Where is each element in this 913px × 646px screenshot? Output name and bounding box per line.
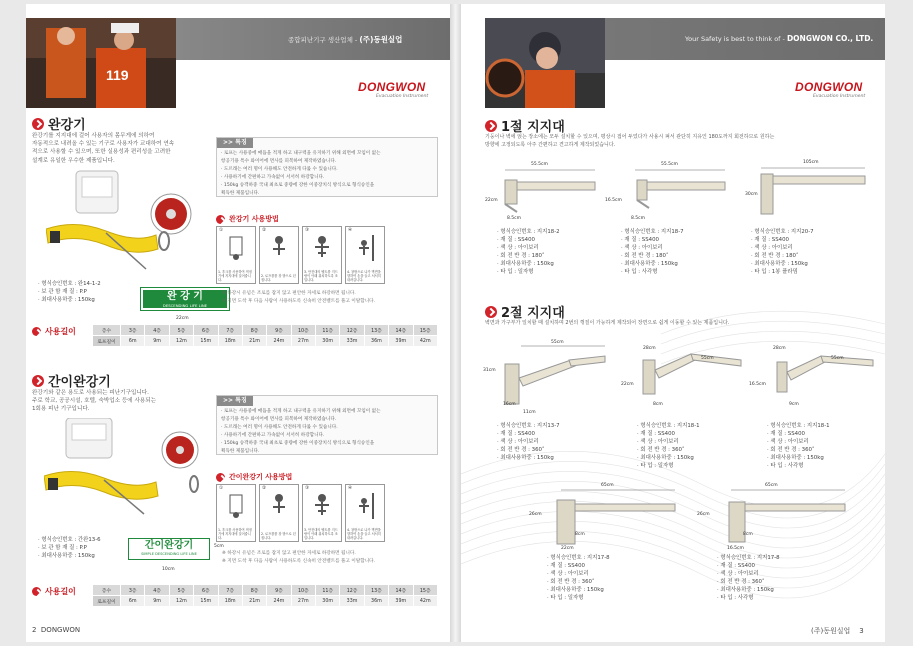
header-tagline-left: 종합피난기구 생산업체 - (주)동원실업 bbox=[288, 35, 403, 44]
step-2: ② 2. 로프를를 창 밖으로 던집니다. bbox=[259, 484, 299, 542]
logo-subtitle-right: Evacuation Instrument bbox=[813, 94, 866, 99]
dim-18-7-height: 16.5cm bbox=[605, 198, 622, 203]
step-3: ③ 3. 안전대의 벨트를 겨드랑이 아래 위치하도록 조입니다. bbox=[302, 226, 342, 284]
simple-notes: ※ 하강시 유념은 조로를 잡지 않고 편안한 자세로 하강하면 됩니다. ※ 지면 도착 후 다음 사람이 사용하도록 신속히 안전벨트를 풀고 이탈합니다. bbox=[222, 551, 376, 564]
section-bullet-icon bbox=[485, 120, 497, 132]
specs-18-7: · 형식승인번호 : 지지18-7 · 재 질 : SS400 · 색 상 : 아이보리 · 회 전 반 경 : 180˚ · 최대사용하중 : 150kg · 타 입 : 사각형 bbox=[621, 229, 684, 275]
simple-features-box: >> 특징 · 로프는 사용중에 매듭을 적게 하고 내구력을 유지하기 위해 외면에 꼬임이 없는 항공기용 특수 와이어에 면사를 피복하여 제작하였습니다. · 도르래는 여러 명이 사용해도 안전하게 다룰 수 있습니다. · 사용하기에 간편하고 가속없이 서서히 하강합니다. · 150kg 승객하중 국내 최초로 중량에 강한 이중장치식 방식으로 형식승인을 획득한 제품입니다. bbox=[216, 395, 438, 455]
dim-13-7-base2: 11cm bbox=[523, 410, 536, 415]
simple-howto-title: 간이완강기 사용방법 bbox=[216, 472, 292, 482]
dim-17-8b-width: 65cm bbox=[765, 483, 778, 488]
specs-17-8a: · 형식승인번호 : 지지17-8 · 재 질 : SS400 · 색 상 : 아이보리 · 회 전 반 경 : 360˚ · 최대사용하중 : 150kg · 타 입 : 일자형 bbox=[547, 555, 610, 601]
simple-descender-product-image bbox=[44, 418, 204, 518]
simple-descender-description: 완강기와 같은 용도로 사용되는 피난기구입니다. 주로 학교, 공공시설, 호텔, 숙박업소 등에 사용되는 1회용 피난 기구입니다. bbox=[32, 390, 157, 413]
dim-18-1a-base: 8cm bbox=[653, 402, 663, 407]
dim-18-2-base: 8.5cm bbox=[507, 216, 522, 221]
support-product-17-8a bbox=[541, 484, 681, 554]
dim-20-7-width: 105cm bbox=[803, 160, 819, 165]
simple-sign-main: 간이완강기 bbox=[144, 540, 194, 551]
length-bullet-icon bbox=[32, 587, 41, 596]
step-1: ① 1. 후크를 사용하여 적정기에 지지대에 걸어줍니다. bbox=[216, 484, 256, 542]
support1-description: 기둥이나 벽에 얹는 장소에는 모두 설치할 수 있으며, 평상시 접어 두었다가 사용시 펴서 관단히 지유인 180도까지 회전하므로 원하는 방향에 고정되도록 아주 간편하고 견고하게 제작되었습니다. bbox=[485, 134, 775, 148]
dim-17-8a-width: 65cm bbox=[601, 483, 614, 488]
descender-sign bbox=[141, 288, 229, 310]
specs-20-7: · 형식승인번호 : 지지20-7 · 재 질 : SS400 · 색 상 : 아이보리 · 회 전 반 경 : 180˚ · 최대사용하중 : 150kg · 타 입 : 1봉 플라밈 bbox=[751, 229, 814, 275]
specs-18-1b: · 형식승인번호 : 지지18-1 · 재 질 : SS400 · 색 상 : 아이보리 · 회 전 반 경 : 360˚ · 최대사용하중 : 150kg · 타 입 : 사각형 bbox=[767, 423, 830, 469]
dim-18-7-base: 8.5cm bbox=[631, 216, 646, 221]
dim-17-8a-base: 8cm bbox=[575, 532, 585, 537]
specs-18-1a: · 형식승인번호 : 지지18-1 · 재 질 : SS400 · 색 상 : 아이보리 · 회 전 반 경 : 360˚ · 최대사용하중 : 150kg · 타 입 : 일자형 bbox=[637, 423, 700, 469]
dim-18-1a-width: 55cm bbox=[701, 356, 714, 361]
support-product-18-2 bbox=[491, 164, 601, 224]
right-footer: (주)동원실업 3 bbox=[811, 627, 864, 635]
dim-13-7-height: 31cm bbox=[483, 368, 496, 373]
dim-18-1b-width: 55cm bbox=[831, 356, 844, 361]
sign-main-text: 완 강 기 bbox=[167, 291, 203, 302]
length-table-2: 층수 3층 4층 5층 6층 7층 8층 9층 10층 11층 12층 13층 14층 15층 로프길이 6m 9m 12m 15m 18m 21m 24m 27m 30m 33m 36m 39m 42m bbox=[92, 584, 438, 607]
section-bullet-icon bbox=[32, 118, 44, 130]
dim-13-7-width: 55cm bbox=[551, 340, 564, 345]
descender-howto-title: 완강기 사용방법 bbox=[216, 214, 279, 224]
step-2: ② 2. 로프를를 창 밖으로 던집니다. bbox=[259, 226, 299, 284]
section-title-descender: 완강기 bbox=[32, 114, 86, 133]
length-bullet-icon bbox=[32, 327, 41, 336]
dim-18-1b-base: 9cm bbox=[789, 402, 799, 407]
specs-13-7: · 형식승인번호 : 지지13-7 · 재 질 : SS400 · 색 상 : 아이보리 · 회 전 반 경 : 360˚ · 최대사용하중 : 150kg bbox=[497, 423, 560, 461]
logo-subtitle-left: Evacuation Instrument bbox=[376, 94, 429, 99]
left-page bbox=[26, 4, 450, 642]
support-product-20-7 bbox=[751, 164, 871, 224]
descender-description: 완강기를 지지대에 걸어 사용자의 몸무게에 의하여 자동적으로 내려올 수 있는 기구로 사용자가 교대하여 연속 적으로 사용할 수 있으며, 또한 실용성과 편리성을 고려한 설계로 유일한 우수한 제품입니다. bbox=[32, 133, 175, 164]
dim-17-8a-base2: 22cm bbox=[561, 546, 574, 551]
dim-18-1b-width2: 28cm bbox=[773, 346, 786, 351]
step-1: ① 1. 후크를 사용하여 적정기에 지지대에 걸어줍니다. bbox=[216, 226, 256, 284]
dim-18-1a-height: 22cm bbox=[621, 382, 634, 387]
sign-width-dim: 22cm bbox=[176, 316, 189, 321]
specs-18-2: · 형식승인번호 : 지지18-2 · 재 질 : SS400 · 색 상 : 아이보리 · 회 전 반 경 : 180˚ · 최대사용하중 : 150kg · 타 입 : 일자형 bbox=[497, 229, 560, 275]
dim-17-8b-base2: 16.5cm bbox=[727, 546, 744, 551]
simple-sign-height-dim: 5cm bbox=[214, 544, 224, 549]
step-4: ④ 4. 창밖으로 나가 벽면을 향하여 손을 들고 서서히 내려갑니다. bbox=[345, 226, 385, 284]
simple-descender-specs: · 형식승인번호 : 간완13-6 · 보 관 함 재 질 : P.P · 최대사용하중 : 150kg bbox=[38, 537, 101, 559]
descender-product-image bbox=[46, 169, 196, 279]
descender-steps bbox=[216, 226, 385, 284]
simple-sign-sub: SIMPLE DESCENDING LIFE LINE bbox=[141, 552, 197, 556]
support-product-18-7 bbox=[621, 164, 731, 224]
section-title-1-stage-support: 1절 지지대 bbox=[485, 116, 565, 135]
section-title-simple-descender: 간이완강기 bbox=[32, 371, 111, 390]
dim-18-2-width: 55.5cm bbox=[531, 162, 548, 167]
section-bullet-icon bbox=[485, 306, 497, 318]
section-title-2-stage-support: 2절 지지대 bbox=[485, 302, 565, 321]
svg-text:119: 119 bbox=[106, 67, 129, 83]
dim-13-7-base: 16cm bbox=[503, 402, 516, 407]
support-product-17-8b bbox=[711, 484, 851, 554]
dim-20-7-height: 30cm bbox=[745, 192, 758, 197]
simple-sign-width-dim: 10cm bbox=[162, 567, 175, 572]
step-3: ③ 3. 안전대의 벨트를 겨드랑이 아래 위치하도록 조입니다. bbox=[302, 484, 342, 542]
support2-description: 벽면과 가구부가 일치할 때 설치하며 2번의 꺾질이 가능하게 제작되어 장면으로 쉽게 이동할 수 있는 제품입니다. bbox=[485, 320, 730, 326]
howto-bullet-icon bbox=[216, 473, 225, 482]
dim-18-1a-width2: 28cm bbox=[643, 346, 656, 351]
features-heading: >> 특징 bbox=[217, 396, 253, 406]
descender-notes: ※ 하강시 유념은 조로를 잡지 않고 편안한 자세로 하강하면 됩니다. ※ 지면 도착 후 다음 사람이 사용하도록 신속히 안전벨트를 풀고 이탈합니다. bbox=[222, 291, 376, 304]
features-heading: >> 특징 bbox=[217, 138, 253, 148]
header-photo-left bbox=[26, 18, 176, 108]
dim-17-8a-height: 26cm bbox=[529, 512, 542, 517]
section-bullet-icon bbox=[32, 375, 44, 387]
specs-17-8b: · 형식승인번호 : 지지17-8 · 재 질 : SS400 · 색 상 : 아이보리 · 회 전 반 경 : 360˚ · 최대사용하중 : 150kg · 타 입 : 사각형 bbox=[717, 555, 780, 601]
length-title-2: 사용길이 bbox=[32, 586, 76, 597]
dim-17-8b-base: 8cm bbox=[743, 532, 753, 537]
descender-specs: · 형식승인번호 : 완14-1-2 · 보 관 함 재 질 : P.P · 최대사용하중 : 150kg bbox=[38, 281, 101, 303]
descender-features-box: >> 특징 · 로프는 사용중에 매듭을 적게 하고 내구력을 유지하기 위해 외면에 꼬임이 없는 항공기용 특수 와이어에 면사를 피복하여 제작하였습니다. · 도르래는 여러 명이 사용해도 안전하게 다룰 수 있습니다. · 사용하기에 간편하고 가속없이 서서히 하강합니다. · 150kg 승객하중 국내 최초로 중량에 강한 이중장치식 방식으로 형식승인을 획득한 제품입니다. bbox=[216, 137, 438, 197]
howto-bullet-icon bbox=[216, 215, 225, 224]
dim-18-2-height: 22cm bbox=[485, 198, 498, 203]
right-page bbox=[461, 4, 885, 642]
sign-sub-text: DESCENDING LIFE LINE bbox=[162, 303, 208, 308]
book-gutter bbox=[450, 4, 461, 642]
simple-sign bbox=[128, 538, 210, 560]
left-footer: 2 DONGWON bbox=[32, 626, 81, 634]
simple-steps bbox=[216, 484, 385, 542]
dim-18-7-width: 55.5cm bbox=[661, 162, 678, 167]
step-4: ④ 4. 창밖으로 나가 벽면을 향하여 손을 들고 서서히 내려갑니다. bbox=[345, 484, 385, 542]
dongwon-logo-right: DONGWON bbox=[795, 80, 863, 94]
header-photo-right bbox=[485, 18, 605, 108]
header-tagline-right: Your Safety is best to think of - DONGWON CO., LTD. bbox=[685, 34, 874, 43]
length-title-1: 사용길이 bbox=[32, 326, 76, 337]
length-table-1: 층수 3층 4층 5층 6층 7층 8층 9층 10층 11층 12층 13층 14층 15층 로프길이 6m 9m 12m 15m 18m 21m 24m 27m 30m 33m 36m 39m 42m bbox=[92, 324, 438, 347]
dim-18-1b-height: 16.5cm bbox=[749, 382, 766, 387]
dongwon-logo-left: DONGWON bbox=[358, 80, 426, 94]
dim-17-8b-height: 26cm bbox=[697, 512, 710, 517]
